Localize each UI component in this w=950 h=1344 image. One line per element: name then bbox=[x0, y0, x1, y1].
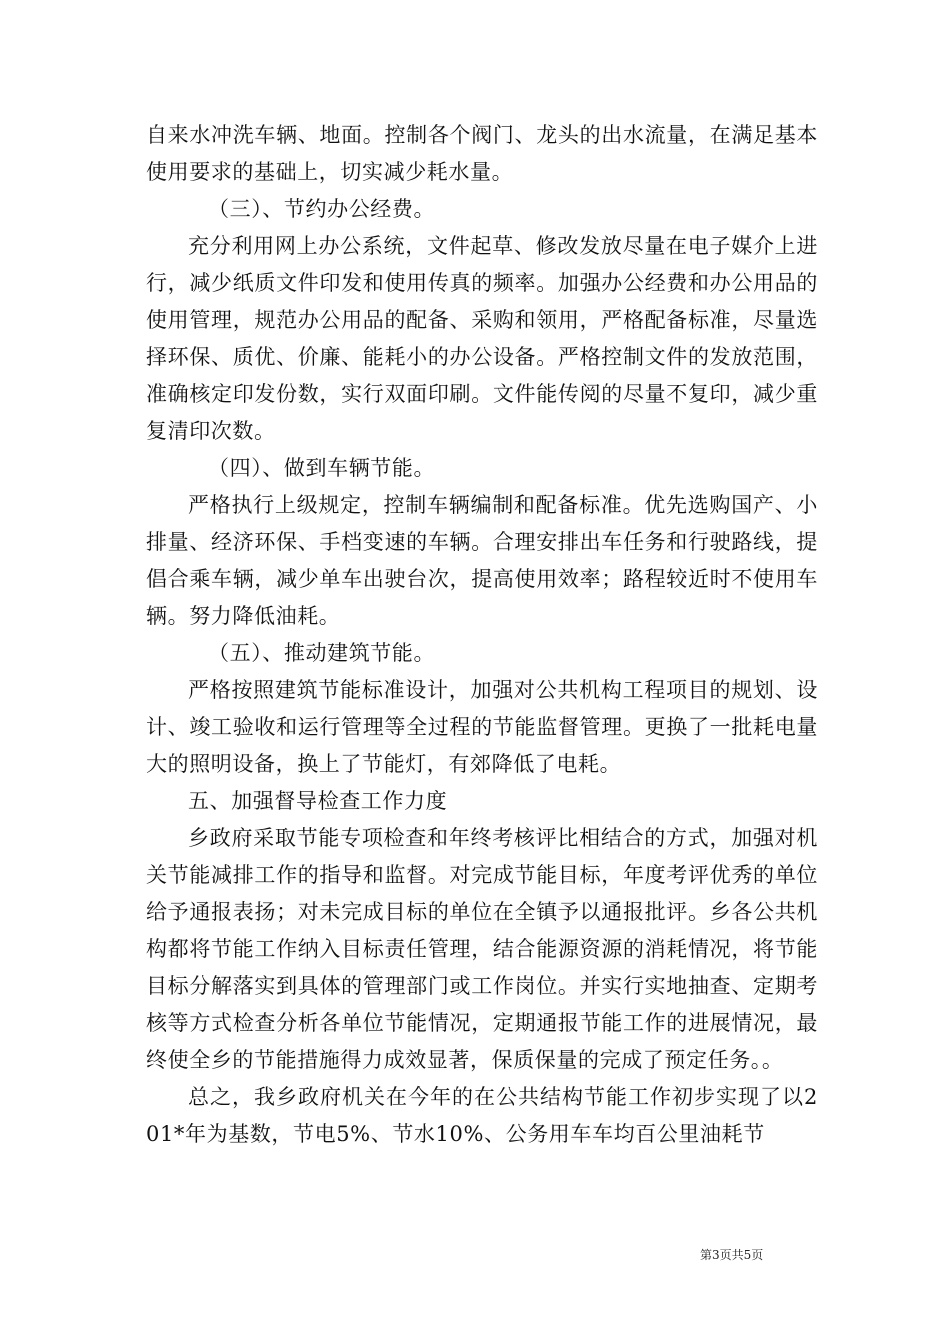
paragraph-water-saving-cont: 自来水冲洗车辆、地面。控制各个阀门、龙头的出水流量，在满足基本使用要求的基础上，切实减少耗水量。 bbox=[146, 123, 818, 184]
heading-vehicle-saving: （四）、做到车辆节能。 bbox=[208, 456, 436, 480]
page-number-footer: 第3页共5页 bbox=[700, 1248, 764, 1262]
heading-building-saving: （五）、推动建筑节能。 bbox=[208, 641, 436, 665]
paragraph-summary: 总之，我乡政府机关在今年的在公共结构节能工作初步实现了以201*年为基数，节电5%、节水10%、公务用车车均百公里油耗节 bbox=[146, 1085, 818, 1146]
heading-office-expenses: （三）、节约办公经费。 bbox=[208, 197, 436, 221]
paragraph-vehicle-saving: 严格执行上级规定，控制车辆编制和配备标准。优先选购国产、小排量、经济环保、手档变速的车辆。合理安排出车任务和行驶路线，提倡合乘车辆，减少单车出驶台次，提高使用效率；路程较近时不使用车辆。努力降低油耗。 bbox=[146, 493, 818, 628]
document-body bbox=[146, 117, 818, 1153]
paragraph-building-saving: 严格按照建筑节能标准设计，加强对公共机构工程项目的规划、设计、竣工验收和运行管理等全过程的节能监督管理。更换了一批耗电量大的照明设备，换上了节能灯，有郊降低了电耗。 bbox=[146, 678, 818, 776]
heading-supervision: 五、加强督导检查工作力度 bbox=[188, 789, 448, 813]
paragraph-office-expenses: 充分利用网上办公系统，文件起草、修改发放尽量在电子媒介上进行，减少纸质文件印发和使用传真的频率。加强办公经费和办公用品的使用管理，规范办公用品的配备、采购和领用，严格配备标准，尽量选择环保、质优、价廉、能耗小的办公设备。严格控制文件的发放范围，准确核定印发份数，实行双面印刷。文件能传阅的尽量不复印，减少重复清印次数。 bbox=[146, 234, 818, 443]
paragraph-supervision: 乡政府采取节能专项检查和年终考核评比相结合的方式，加强对机关节能减排工作的指导和监督。对完成节能目标，年度考评优秀的单位给予通报表扬；对未完成目标的单位在全镇予以通报批评。乡各公共机构都将节能工作纳入目标责任管理，结合能源资源的消耗情况，将节能目标分解落实到具体的管理部门或工作岗位。并实行实地抽查、定期考核等方式检查分析各单位节能情况，定期通报节能工作的进展情况，最终使全乡的节能措施得力成效显著，保质保量的完成了预定任务。。 bbox=[146, 826, 818, 1072]
